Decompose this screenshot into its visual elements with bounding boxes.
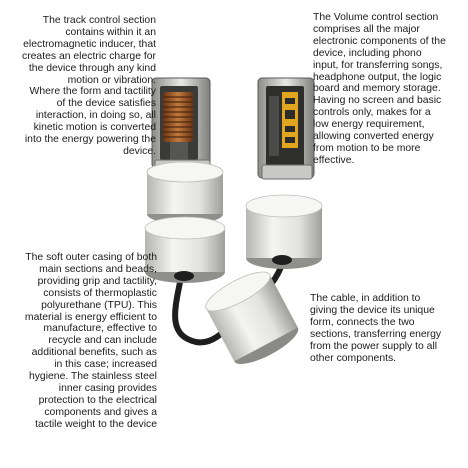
bead [201,265,303,371]
volume-control-annotation: The Volume control section comprises all the major electronic components of the device, including phono input, for transferring songs, headphone output, the logic board and memory storage. Having no screen and basic controls only, makes for a low energy requirement, allowing converted energy from motion to be more effective. [313,12,446,166]
casing-annotation: The soft outer casing of both main sections and beads, providing grip and tactility, consists of thermoplastic polyurethane (TPU). This material is energy efficient to manufacture, effective to recycle and can include additional benefits, such as in this case; increased hygiene. The stainless steel inner casing provides protection to the electrical components and gives a tactile weight to the device [24,252,157,430]
circuit-board [282,92,298,148]
bead [147,162,223,224]
track-control-annotation: The track control section contains within it an electromagnetic inducer, that creates an electric charge for the device through any kind motion or vibration. Where the form and tactility of the device satisfies interaction, in doing so, all kinetic motion is converted into the energy powering the device. [22,15,156,157]
bead [145,217,225,283]
bead [246,195,322,269]
track-control-section [152,78,210,172]
cable-annotation: The cable, in addition to giving the device its unique form, connects the two sections, transferring energy from the power supply to all other components. [310,293,442,364]
copper-coil [163,92,193,142]
volume-control-section [258,78,314,179]
